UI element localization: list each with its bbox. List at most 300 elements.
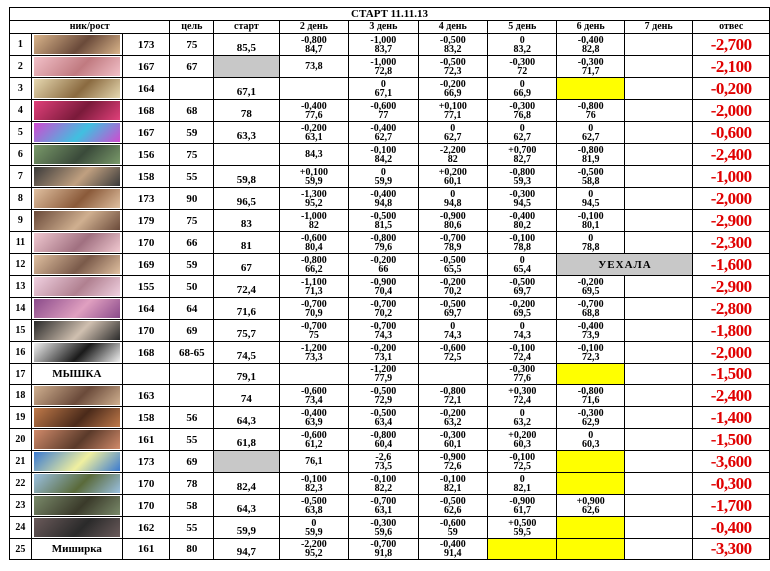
- day-change: -0,500: [439, 34, 466, 46]
- header-day-7: 7 день: [624, 21, 692, 34]
- day-cell-d6: [557, 166, 624, 188]
- day-change: -0,800: [439, 385, 466, 397]
- day-cell-d7: [624, 144, 692, 166]
- day-change: -0,600: [300, 385, 327, 397]
- day-weight: 77,6: [513, 373, 531, 384]
- total-loss: -2,700: [693, 34, 770, 56]
- day-cell-d3: [349, 166, 418, 188]
- avatar[interactable]: [34, 255, 120, 274]
- day-weight: 59,3: [513, 175, 531, 187]
- day-cell-d2: [279, 34, 348, 56]
- avatar[interactable]: [34, 518, 120, 537]
- day-weight: 63,2: [444, 416, 462, 428]
- day-weight: 60,4: [374, 438, 393, 450]
- avatar-cell: [31, 407, 122, 429]
- day-change: -0,800: [577, 144, 604, 156]
- day-weight: 66,9: [513, 87, 531, 99]
- day-cell-d4: [418, 78, 487, 100]
- day-cell-d6-empty: [557, 517, 624, 539]
- weight-loss-table: [9, 7, 770, 560]
- day-cell-d6: [557, 210, 624, 232]
- day-weight: 91,4: [444, 548, 462, 559]
- day-cell-d5: [488, 407, 557, 429]
- total-loss: -2,000: [693, 342, 770, 364]
- start-weight: 61,8: [214, 429, 279, 451]
- avatar-cell: [31, 276, 122, 298]
- row-number: 14: [10, 298, 32, 320]
- avatar[interactable]: [34, 474, 120, 493]
- day-weight: 59,9: [305, 526, 323, 538]
- day-change: -0,700: [370, 539, 397, 550]
- height-value: 163: [122, 385, 170, 407]
- total-loss: -1,500: [693, 429, 770, 451]
- day-weight: 73,8: [305, 61, 323, 72]
- day-weight: 78,8: [513, 241, 531, 253]
- day-cell-d7: [624, 122, 692, 144]
- day-cell-d5: [488, 232, 557, 254]
- goal-value: [170, 364, 214, 385]
- start-weight: 75,7: [214, 320, 279, 342]
- height-value: 161: [122, 539, 170, 560]
- day-change: 0: [450, 188, 456, 200]
- total-loss: -2,300: [693, 232, 770, 254]
- day-change: -0,800: [577, 385, 604, 397]
- day-change: -0,200: [439, 78, 466, 90]
- height-value: 170: [122, 320, 170, 342]
- table-row: [10, 364, 770, 385]
- start-weight: [214, 144, 279, 166]
- day-change: -0,200: [439, 407, 466, 419]
- height-value: 167: [122, 56, 170, 78]
- left-status: УЕХАЛА: [557, 254, 693, 276]
- table-row: [10, 100, 770, 122]
- day-cell-d4: [418, 34, 487, 56]
- day-cell-d6: [557, 429, 624, 451]
- day-weight: 60,1: [444, 438, 462, 450]
- height-value: 164: [122, 298, 170, 320]
- day-cell-d6: [557, 100, 624, 122]
- day-change: -0,200: [370, 342, 397, 354]
- height-value: 170: [122, 473, 170, 495]
- day-weight: 63,9: [305, 416, 323, 428]
- start-weight: 85,5: [214, 34, 279, 56]
- day-change: +0,500: [508, 517, 537, 529]
- row-number: 24: [10, 517, 32, 539]
- day-weight: 81,5: [374, 219, 393, 231]
- total-loss: -1,500: [693, 364, 770, 385]
- day-weight: 82,3: [305, 482, 323, 494]
- day-cell-d6: [557, 495, 624, 517]
- total-loss: -2,400: [693, 144, 770, 166]
- avatar[interactable]: [34, 386, 120, 405]
- avatar-cell: [31, 210, 122, 232]
- header-result: отвес: [693, 21, 770, 34]
- day-weight: 62,9: [581, 416, 600, 428]
- avatar[interactable]: [34, 101, 120, 120]
- height-value: 170: [122, 495, 170, 517]
- avatar-cell: [31, 232, 122, 254]
- day-change: -0,500: [439, 495, 466, 507]
- day-cell-d4: [418, 122, 487, 144]
- day-weight: 68,8: [581, 307, 600, 319]
- day-change: -0,600: [300, 232, 327, 244]
- day-weight: 60,3: [513, 438, 531, 450]
- day-weight: 62,7: [444, 131, 462, 143]
- day-change: 0: [588, 188, 594, 200]
- day-cell-d2: [279, 320, 348, 342]
- avatar[interactable]: [34, 189, 120, 208]
- day-change: 0: [519, 122, 525, 134]
- day-cell-d4: [418, 298, 487, 320]
- day-cell-d6: [557, 122, 624, 144]
- table-row: [10, 144, 770, 166]
- day-cell-d7: [624, 298, 692, 320]
- day-change: -1,200: [300, 342, 327, 354]
- day-change: -0,100: [439, 473, 466, 485]
- day-weight: 67,1: [374, 87, 393, 99]
- day-change: -1,100: [300, 276, 327, 288]
- day-weight: 76,1: [305, 456, 323, 467]
- day-cell-d5: [488, 34, 557, 56]
- height-value: 168: [122, 342, 170, 364]
- row-number: 2: [10, 56, 32, 78]
- table-row: [10, 232, 770, 254]
- day-cell-d6: [557, 385, 624, 407]
- header-nick-height: ник/рост: [10, 21, 170, 34]
- day-change: -0,100: [370, 473, 397, 485]
- day-cell-d7: [624, 320, 692, 342]
- total-loss: -3,300: [693, 539, 770, 560]
- day-cell-d3: [349, 320, 418, 342]
- day-change: -0,800: [370, 429, 397, 441]
- table-row: [10, 56, 770, 78]
- day-weight: 82: [447, 153, 458, 165]
- day-change: +0,200: [508, 429, 537, 441]
- day-weight: 69,7: [444, 307, 462, 319]
- day-weight: 74,3: [513, 329, 531, 341]
- day-cell-d6: [557, 232, 624, 254]
- day-cell-d3: [349, 342, 418, 364]
- day-weight: 65,4: [513, 263, 531, 275]
- day-cell-d3: [349, 473, 418, 495]
- height-value: 168: [122, 100, 170, 122]
- avatar[interactable]: [34, 496, 120, 515]
- start-weight: 64,3: [214, 495, 279, 517]
- row-number: 18: [10, 385, 32, 407]
- table-title: СТАРТ 11.11.13: [10, 8, 770, 21]
- day-cell-d3: [349, 254, 418, 276]
- day-weight: 59: [447, 526, 458, 538]
- day-change: -0,100: [509, 451, 536, 463]
- day-change: +0,200: [438, 166, 467, 178]
- avatar[interactable]: [34, 145, 120, 164]
- total-loss: -1,400: [693, 407, 770, 429]
- day-weight: 73,4: [305, 394, 323, 406]
- day-cell-d2: [279, 495, 348, 517]
- day-cell-d7: [624, 100, 692, 122]
- day-cell-d3: [349, 298, 418, 320]
- day-weight: 69,5: [513, 307, 531, 319]
- day-change: -0,900: [439, 451, 466, 463]
- avatar-cell: [31, 34, 122, 56]
- day-cell-d3: [349, 144, 418, 166]
- avatar[interactable]: [34, 123, 120, 142]
- day-change: -2,200: [439, 144, 466, 156]
- day-weight: 82,7: [513, 153, 531, 165]
- day-cell-d4: [418, 517, 487, 539]
- day-weight: 84,7: [305, 43, 323, 55]
- day-cell-d2: [279, 210, 348, 232]
- table-row: [10, 451, 770, 473]
- day-change: -1,000: [370, 34, 397, 46]
- avatar[interactable]: [34, 321, 120, 340]
- day-weight: 83,2: [513, 43, 531, 55]
- day-weight: 82: [308, 219, 319, 231]
- row-number: 16: [10, 342, 32, 364]
- day-weight: 72,5: [513, 460, 531, 472]
- row-number: 6: [10, 144, 32, 166]
- table-body: [10, 34, 770, 560]
- day-weight: 82,1: [444, 482, 462, 494]
- table-row: [10, 473, 770, 495]
- nickname: МЫШКА: [31, 364, 122, 385]
- day-cell-d4: [418, 364, 487, 385]
- day-cell-d4: [418, 144, 487, 166]
- height-value: [122, 364, 170, 385]
- day-weight: 73,3: [305, 351, 323, 363]
- day-cell-d5: [488, 188, 557, 210]
- day-cell-d6: [557, 407, 624, 429]
- day-change: -0,100: [509, 232, 536, 244]
- day-change: -0,100: [300, 473, 327, 485]
- day-change: -0,700: [370, 298, 397, 310]
- total-loss: -0,400: [693, 517, 770, 539]
- goal-value: 66: [170, 232, 214, 254]
- day-change: -0,300: [509, 56, 536, 68]
- height-value: 170: [122, 232, 170, 254]
- day-cell-d4: [418, 232, 487, 254]
- day-weight: 72,3: [444, 65, 462, 77]
- day-change: 0: [588, 429, 594, 441]
- avatar[interactable]: [34, 277, 120, 296]
- day-cell-d6: [557, 342, 624, 364]
- day-cell-d3: [349, 495, 418, 517]
- avatar[interactable]: [34, 35, 120, 54]
- day-weight: 84,3: [305, 149, 323, 160]
- height-value: 173: [122, 34, 170, 56]
- avatar-cell: [31, 320, 122, 342]
- day-cell-d3: [349, 78, 418, 100]
- day-change: -0,500: [439, 56, 466, 68]
- day-cell-d2: [279, 298, 348, 320]
- avatar[interactable]: [34, 233, 120, 252]
- total-loss: -0,600: [693, 122, 770, 144]
- row-number: 20: [10, 429, 32, 451]
- day-change: -0,400: [509, 210, 536, 222]
- day-weight: 62,6: [581, 504, 600, 516]
- day-weight: 80,6: [444, 219, 462, 231]
- day-weight: 94,8: [444, 197, 462, 209]
- table-row: [10, 166, 770, 188]
- day-cell-d2: [279, 100, 348, 122]
- day-change: -0,600: [439, 517, 466, 529]
- goal-value: 64: [170, 298, 214, 320]
- table-row: [10, 188, 770, 210]
- day-cell-d5: [488, 429, 557, 451]
- day-change: -0,900: [509, 495, 536, 507]
- day-weight: 72,1: [444, 394, 462, 406]
- avatar-cell: [31, 385, 122, 407]
- day-cell-d5: [488, 320, 557, 342]
- day-cell-d7: [624, 34, 692, 56]
- day-change: -0,200: [370, 254, 397, 266]
- avatar[interactable]: [34, 408, 120, 427]
- avatar-cell: [31, 56, 122, 78]
- total-loss: -1,800: [693, 320, 770, 342]
- row-number: 12: [10, 254, 32, 276]
- avatar-cell: [31, 451, 122, 473]
- start-weight: 59,8: [214, 166, 279, 188]
- day-weight: 77,6: [305, 109, 323, 121]
- day-cell-d3: [349, 188, 418, 210]
- day-change: -0,300: [509, 364, 536, 375]
- table-row: [10, 342, 770, 364]
- day-cell-d2: [279, 539, 348, 560]
- total-loss: -2,000: [693, 100, 770, 122]
- day-weight: 66: [378, 263, 389, 275]
- start-weight: 81: [214, 232, 279, 254]
- goal-value: 75: [170, 144, 214, 166]
- day-weight: 61,2: [305, 438, 323, 450]
- avatar-cell: [31, 78, 122, 100]
- day-cell-d7: [624, 451, 692, 473]
- day-change: 0: [519, 473, 525, 485]
- day-change: 0: [450, 320, 456, 332]
- day-cell-d7: [624, 539, 692, 560]
- day-change: -0,600: [300, 429, 327, 441]
- height-value: 158: [122, 407, 170, 429]
- start-weight: 64,3: [214, 407, 279, 429]
- day-cell-d4: [418, 56, 487, 78]
- day-change: -0,100: [370, 144, 397, 156]
- goal-value: 90: [170, 188, 214, 210]
- row-number: 5: [10, 122, 32, 144]
- day-weight: 71,3: [305, 285, 323, 297]
- day-weight: 76: [585, 109, 596, 121]
- avatar[interactable]: [34, 211, 120, 230]
- day-weight: 61,7: [513, 504, 531, 516]
- day-cell-d6: [557, 188, 624, 210]
- day-cell-d2: [279, 144, 348, 166]
- day-weight: 69,5: [581, 285, 600, 297]
- day-weight: 82,2: [374, 482, 393, 494]
- day-cell-d6: [557, 298, 624, 320]
- total-loss: -2,400: [693, 385, 770, 407]
- day-change: 0: [519, 320, 525, 332]
- start-weight: 63,3: [214, 122, 279, 144]
- total-loss: -2,000: [693, 188, 770, 210]
- total-loss: -1,600: [693, 254, 770, 276]
- day-cell-d2: [279, 232, 348, 254]
- day-weight: 62,6: [444, 504, 462, 516]
- avatar[interactable]: [34, 57, 120, 76]
- day-cell-d5: [488, 364, 557, 385]
- avatar-cell: [31, 254, 122, 276]
- day-cell-d6-empty: [557, 364, 624, 385]
- avatar[interactable]: [34, 452, 120, 471]
- goal-value: [170, 385, 214, 407]
- day-change: -0,100: [577, 342, 604, 354]
- day-weight: 59,9: [305, 175, 323, 187]
- day-weight: 63,1: [374, 504, 393, 516]
- day-change: -0,500: [439, 298, 466, 310]
- avatar[interactable]: [34, 79, 120, 98]
- height-value: 173: [122, 451, 170, 473]
- day-cell-d4: [418, 100, 487, 122]
- avatar[interactable]: [34, 299, 120, 318]
- day-weight: 79,6: [374, 241, 393, 253]
- header-goal: цель: [170, 21, 214, 34]
- avatar-cell: [31, 122, 122, 144]
- height-value: 167: [122, 122, 170, 144]
- start-weight: [214, 56, 279, 78]
- day-change: -0,200: [439, 276, 466, 288]
- day-cell-d7: [624, 364, 692, 385]
- start-weight: 79,1: [214, 364, 279, 385]
- day-cell-d4: [418, 254, 487, 276]
- row-number: 23: [10, 495, 32, 517]
- height-value: 179: [122, 210, 170, 232]
- goal-value: 55: [170, 517, 214, 539]
- day-cell-d4: [418, 495, 487, 517]
- day-cell-d3: [349, 539, 418, 560]
- day-weight: 62,7: [581, 131, 600, 143]
- day-cell-d2: [279, 56, 348, 78]
- day-cell-d2: [279, 429, 348, 451]
- height-value: 169: [122, 254, 170, 276]
- day-cell-d4: [418, 407, 487, 429]
- day-weight: 72: [517, 65, 528, 77]
- day-change: -0,600: [370, 100, 397, 112]
- day-cell-d5-empty: [488, 539, 557, 560]
- day-change: +0,100: [438, 100, 467, 112]
- day-cell-d4: [418, 451, 487, 473]
- day-weight: 69,7: [513, 285, 531, 297]
- avatar[interactable]: [34, 343, 120, 362]
- day-cell-d3: [349, 451, 418, 473]
- total-loss: -3,600: [693, 451, 770, 473]
- day-change: -0,200: [300, 122, 327, 134]
- day-cell-d4: [418, 166, 487, 188]
- avatar[interactable]: [34, 167, 120, 186]
- day-change: -0,400: [439, 539, 466, 550]
- avatar[interactable]: [34, 430, 120, 449]
- day-change: -0,700: [370, 320, 397, 332]
- day-weight: 72,3: [581, 351, 600, 363]
- day-cell-d4: [418, 210, 487, 232]
- table-row: [10, 78, 770, 100]
- day-change: 0: [380, 78, 386, 90]
- day-weight: 95,2: [305, 548, 323, 559]
- day-weight: 74,3: [374, 329, 393, 341]
- day-cell-d7: [624, 429, 692, 451]
- day-weight: 94,5: [513, 197, 531, 209]
- day-cell-d7: [624, 342, 692, 364]
- table-row: [10, 298, 770, 320]
- goal-value: 68-65: [170, 342, 214, 364]
- day-cell-d3: [349, 210, 418, 232]
- day-change: -0,500: [300, 495, 327, 507]
